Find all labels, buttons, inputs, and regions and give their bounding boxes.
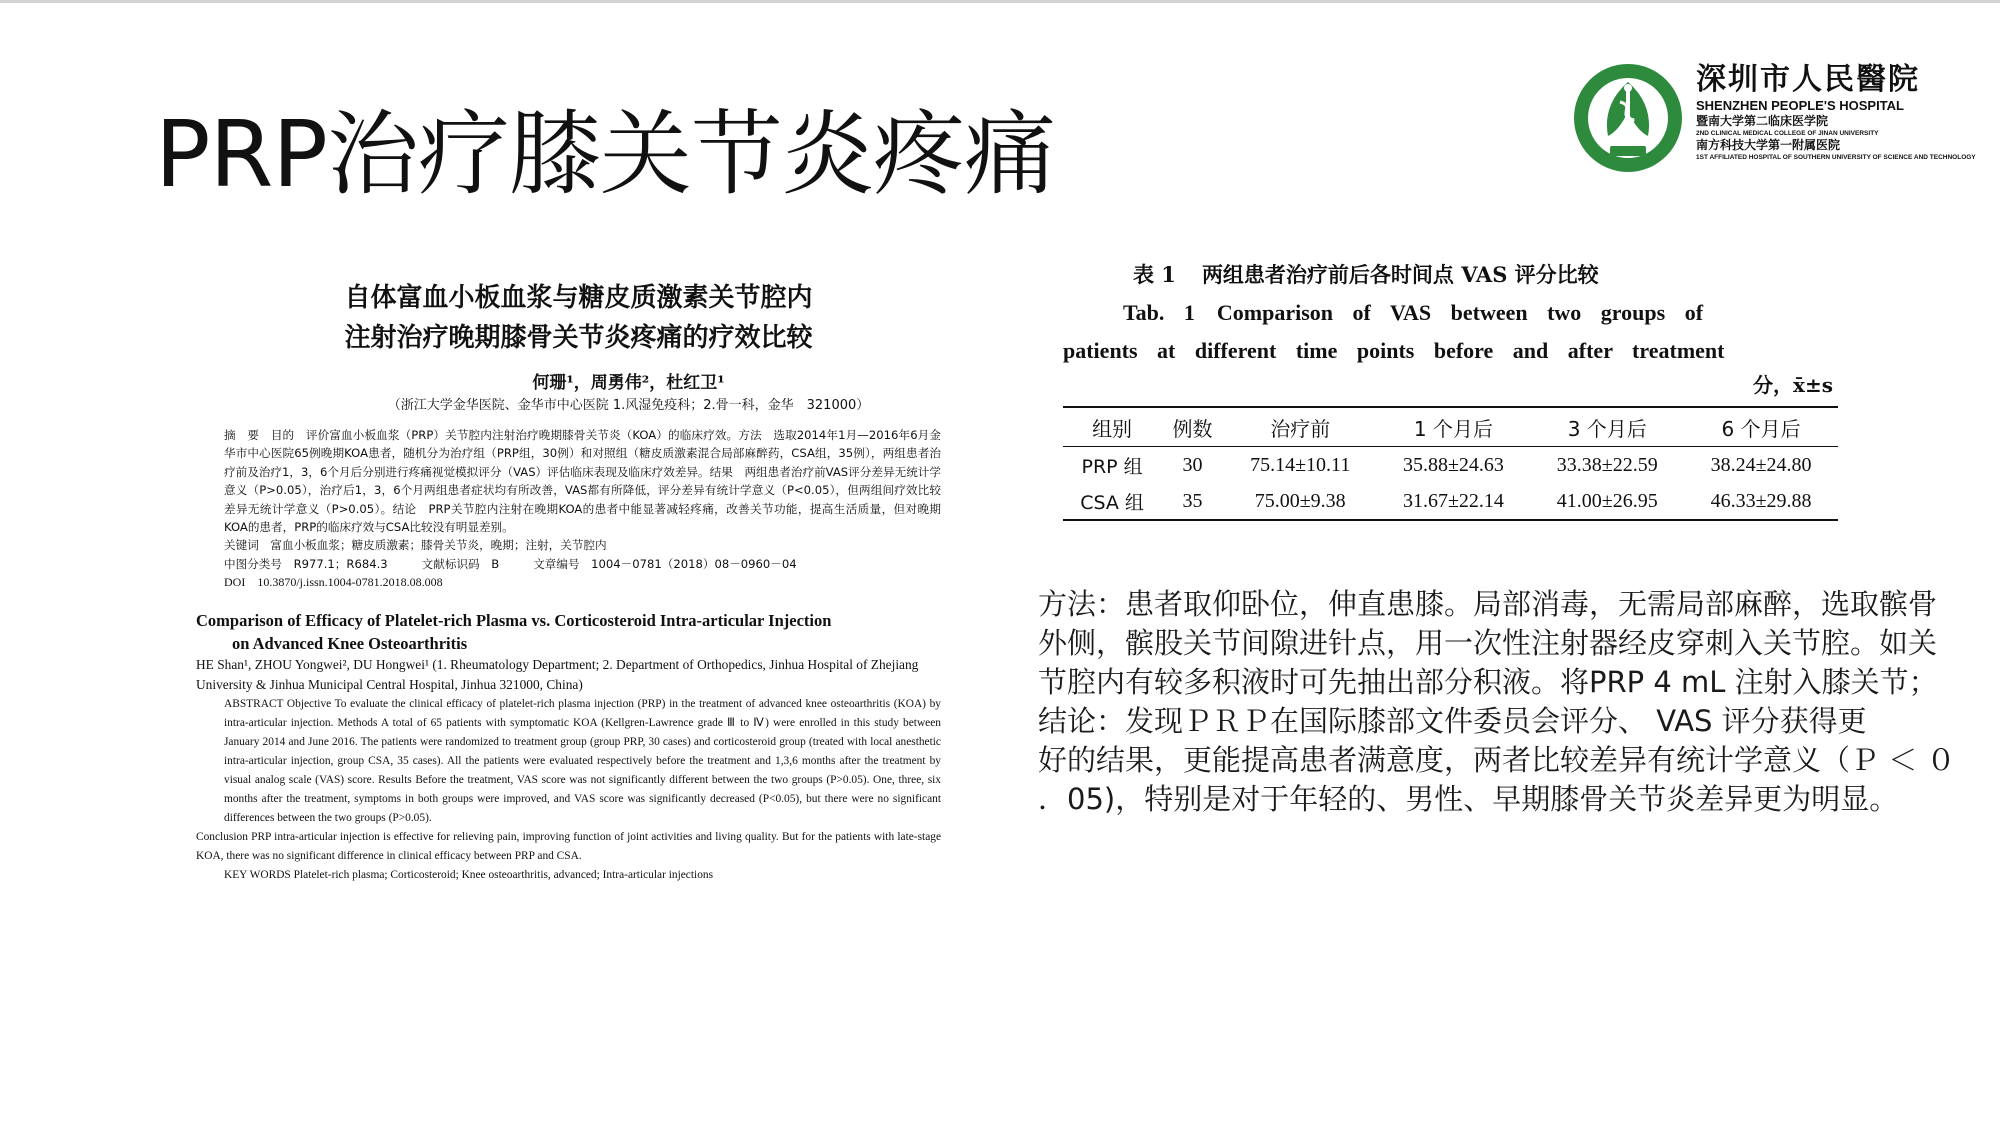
article-number: 文章编号 1004－0781（2018）08－0960－04 — [533, 556, 797, 571]
vas-table — [1063, 406, 1838, 521]
keywords-en: KEY WORDS Platelet-rich plasma; Corticosteroid; Knee osteoarthritis, advanced; Intra-articular injections — [224, 869, 714, 882]
abstract-en-text: ABSTRACT Objective To evaluate the clinical efficacy of platelet-rich plasma injection (PRP) in the treatment of advanced knee osteoarthritis (KOA) by intra-articular injection. Methods A total of 65 patients with symptomatic KOA (Kellgren-Lawrence grade Ⅲ to Ⅳ) were enrolled in this study between January 2014 and June 2016. The patients were randomized to treatment group (group PRP, 30 cases) and corticosteroid group (treated with local anesthetic intra-articular injection, group CSA, 35 cases). All the patients were evaluated respectively before the treatment and 1,3,6 months after the treatment by visual analog scale (VAS) score. Results Before the treatment, VAS score was not significantly different between the two groups (P>0.05). One, three, six months after the treatment, symptoms in both groups were improved, and VAS score was significantly decreased (P<0.05), but there were no significant differences between the two groups (P>0.05). — [224, 698, 941, 825]
hospital-affiliation-2-cn: 南方科技大学第一附属医院 — [1696, 138, 1841, 152]
hospital-logo — [1572, 62, 1976, 176]
table-header-row — [1063, 407, 1838, 447]
table-cell: 75.00±9.38 — [1224, 483, 1377, 520]
table-cell: 38.24±24.80 — [1710, 453, 1812, 476]
table-unit: 分，x̄±s — [1753, 373, 1833, 397]
header-1-month: 1 个月后 — [1377, 407, 1531, 447]
hospital-affiliation-1-cn: 暨南大学第二临床医学院 — [1696, 114, 1829, 128]
hospital-affiliation-2-en: 1ST AFFILIATED HOSPITAL OF SOUTHERN UNIVERSITY OF SCIENCE AND TECHNOLOGY — [1696, 154, 1976, 161]
table-row — [1063, 483, 1838, 520]
paper-title-line-1: 自体富血小板血浆与糖皮质激素关节腔内 — [344, 283, 813, 313]
paper-title-en-line-1: Comparison of Efficacy of Platelet-rich Plasma vs. Corticosteroid Intra-articular Injection — [196, 611, 832, 631]
methods-conclusion-notes — [1038, 585, 1958, 819]
abstract-cn-text: 摘 要 目的 评价富血小板血浆（PRP）关节腔内注射治疗晚期膝骨关节炎（KOA）的临床疗效。方法 选取2014年1月—2016年6月金华市中心医院65例晚期KOA患者，随机分为治疗组（PRP组，30例）和对照组（糖皮质激素混合局部麻醉药，CSA组，35例），两组患者治疗前及治疗1，3，6个月后分别进行疼痛视觉模拟评分（VAS）评估临床表现及临床疗效差异。结果 两组患者治疗前VAS评分差异无统计学意义（P>0.05），治疗后1，3，6个月两组患者症状均有所改善，VAS都有所降低，评分差异有统计学意义（P<0.05），但两组间疗效比较差异无统计学意义（P>0.05）。结论 PRP关节腔内注射在晚期KOA的患者中能显著减轻疼痛，改善关节功能，提高生活质量，但对晚期KOA的患者，PRP的临床疗效与CSA比较没有明显差别。 — [224, 428, 941, 535]
paper-authors-en: HE Shan¹, ZHOU Yongwei², DU Hongwei¹ (1. Rheumatology Department; 2. Department of Orthopedics, Jinhua Hospital of Zhejiang University & Jinhua Municipal Central Hospital, Jinhua 321000, China) — [196, 657, 919, 693]
paper-title-line-2: 注射治疗晚期膝骨关节炎疼痛的疗效比较 — [344, 323, 813, 353]
table-cell: 75.14±10.11 — [1250, 453, 1351, 476]
header-cases: 例数 — [1161, 407, 1224, 447]
table-caption-en-line-1: Tab. 1 Comparison of VAS between two groups of — [1123, 300, 1704, 325]
slide-title: PRP治疗膝关节炎疼痛 — [155, 101, 1055, 208]
paper-abstract-cn — [196, 426, 941, 536]
paper-affiliation: （浙江大学金华医院、金华市中心医院 1.风湿免疫科；2.骨一科，金华 321000） — [387, 398, 870, 413]
document-code: 文献标识码 B — [421, 556, 500, 571]
conclusion-text-2: 好的结果，更能提高患者满意度，两者比较差异有统计学意义（Ｐ ＜ ０ ．05)，特别是对于年轻的、男性、早期膝骨关节炎差异更为明显。 — [1038, 743, 1956, 816]
classification-row — [196, 555, 941, 573]
table-cell: PRP 组 — [1081, 455, 1143, 478]
conclusion-en-text: Conclusion PRP intra-articular injection is effective for relieving pain, improving function of joint activities and living quality. But for the patients with late-stage KOA, there was no significant difference in clinical efficacy between PRP and CSA. — [196, 831, 941, 863]
methods-text: 方法：患者取仰卧位，伸直患膝。局部消毒，无需局部麻醉，选取髌骨外侧，髌股关节间隙进针点，用一次性注射器经皮穿刺入关节腔。如关节腔内有较多积液时可先抽出部分积液。将PRP 4 mL 注射入膝关节； — [1038, 587, 1938, 699]
paper-title-en — [196, 609, 941, 655]
header-3-months: 3 个月后 — [1530, 407, 1684, 447]
table-row — [1063, 447, 1838, 484]
table-cell: 30 — [1182, 453, 1203, 476]
hospital-affiliation-1-en: 2ND CLINICAL MEDICAL COLLEGE OF JINAN UNIVERSITY — [1696, 130, 1879, 137]
hospital-name-en: SHENZHEN PEOPLE'S HOSPITAL — [1696, 98, 1904, 113]
header-group: 组别 — [1063, 407, 1161, 447]
paper-abstract-en — [196, 695, 941, 866]
conclusion-text-1: 结论：发现ＰＲＰ在国际膝部文件委员会评分、 VAS 评分获得更 — [1038, 704, 1867, 738]
hospital-name-cn: 深圳市人民醫院 — [1696, 62, 1920, 97]
table-cell: 31.67±22.14 — [1377, 483, 1531, 520]
header-before: 治疗前 — [1224, 407, 1377, 447]
top-divider — [0, 0, 2000, 3]
table-cell: CSA 组 — [1063, 483, 1161, 520]
paper-excerpt-image — [196, 278, 941, 998]
table-caption-label: 表 1 — [1133, 262, 1176, 287]
paper-title — [216, 278, 941, 358]
table-cell: 35 — [1161, 483, 1224, 520]
keywords-cn: 关键词 富血小板血浆；糖皮质激素；膝骨关节炎，晚期；注射，关节腔内 — [224, 538, 607, 553]
table-cell: 33.38±22.59 — [1556, 453, 1658, 476]
table-caption-en-line-2: patients at different time points before and after treatment — [1063, 338, 1725, 363]
paper-meta — [196, 536, 941, 573]
header-6-months: 6 个月后 — [1684, 407, 1838, 447]
table-cell: 41.00±26.95 — [1530, 483, 1684, 520]
hospital-emblem-icon — [1572, 62, 1684, 174]
paper-title-en-line-2: on Advanced Knee Osteoarthritis — [232, 634, 468, 654]
table-cell: 35.88±24.63 — [1402, 453, 1504, 476]
paper-authors: 何珊¹，周勇伟²，杜红卫¹ — [532, 373, 725, 393]
table-caption-cn — [1063, 260, 1863, 290]
table-cell: 46.33±29.88 — [1684, 483, 1838, 520]
clc-number: 中图分类号 R977.1；R684.3 — [224, 556, 388, 571]
vas-table-figure — [1063, 260, 1863, 521]
table-caption-text: 两组患者治疗前后各时间点 VAS 评分比较 — [1201, 262, 1599, 287]
paper-doi: DOI 10.3870/j.issn.1004-0781.2018.08.008 — [224, 575, 443, 590]
